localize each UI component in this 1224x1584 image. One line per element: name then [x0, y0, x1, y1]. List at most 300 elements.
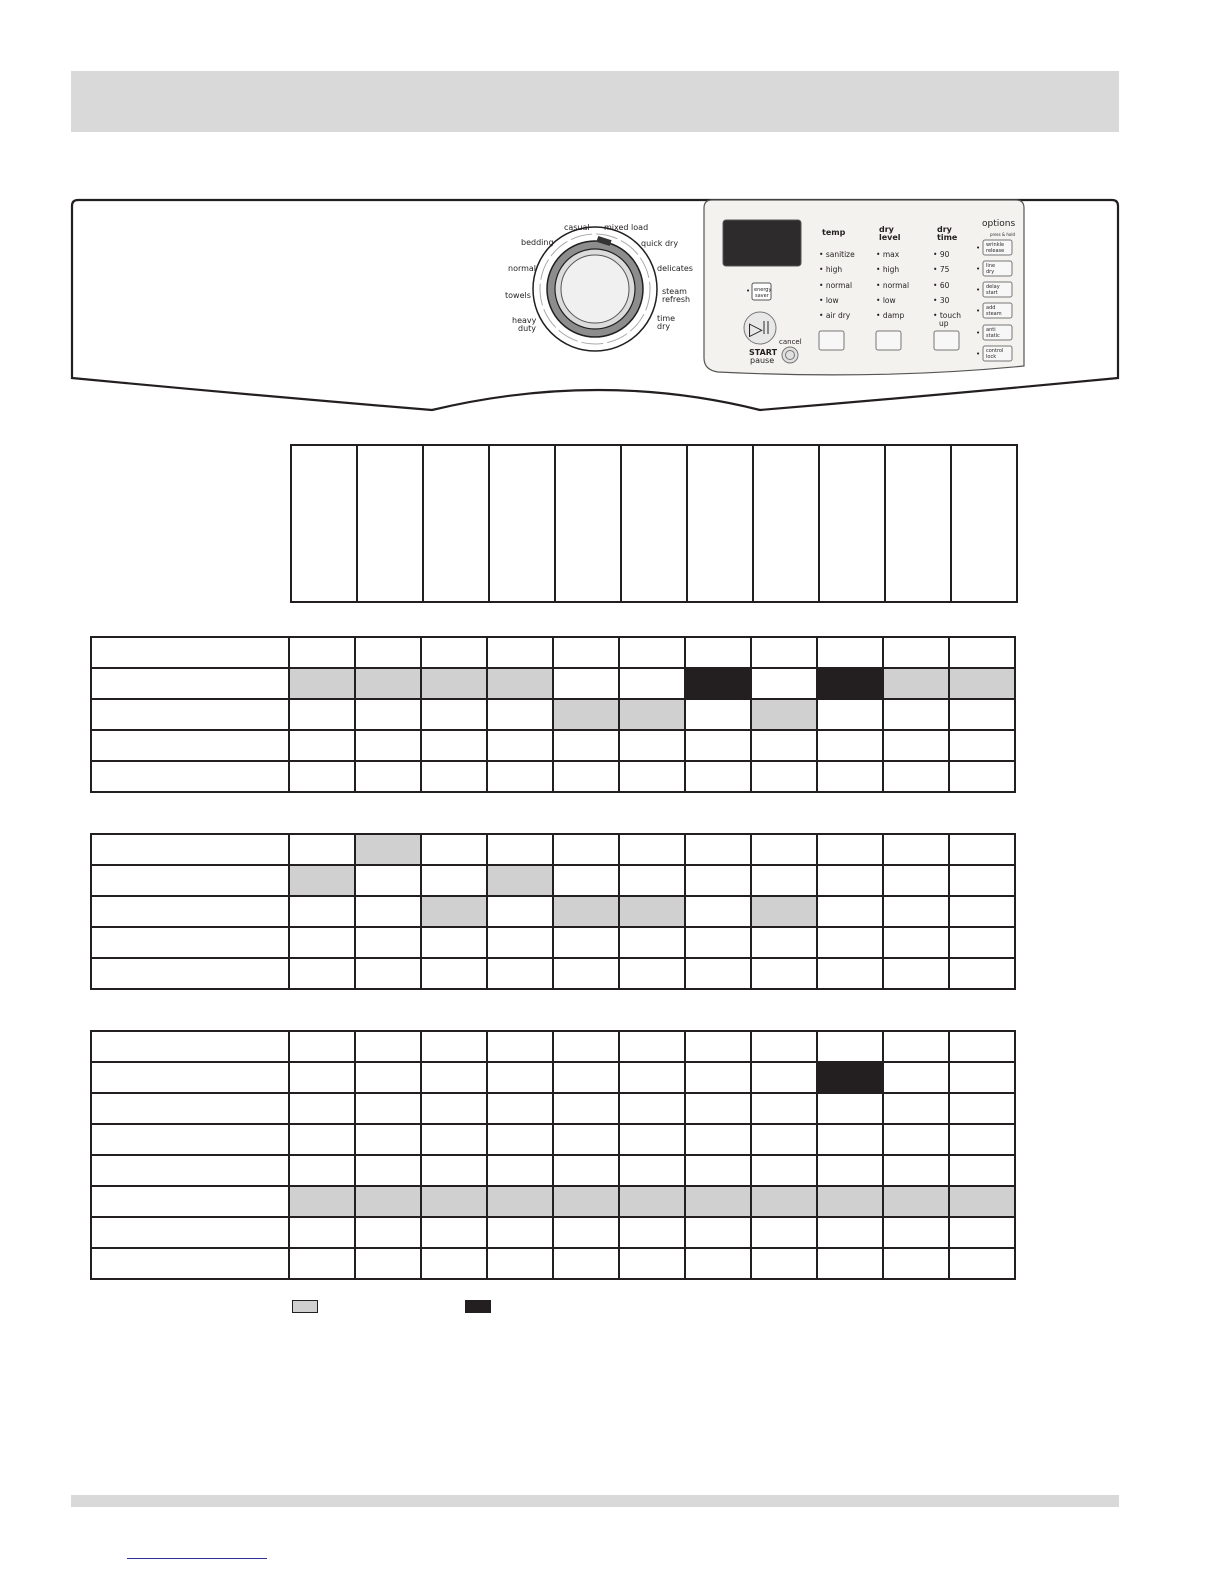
table-row — [91, 1217, 1015, 1248]
table-cell — [619, 761, 685, 792]
table-cell — [949, 699, 1015, 730]
table-cell — [949, 1155, 1015, 1186]
available-cell — [685, 1186, 751, 1217]
table-cell — [751, 637, 817, 668]
table-cell — [421, 1093, 487, 1124]
table-cell — [751, 1248, 817, 1279]
default-cell — [817, 668, 883, 699]
table-cell — [619, 1093, 685, 1124]
table-cell — [817, 865, 883, 896]
table-cell — [751, 1093, 817, 1124]
row-label — [91, 1093, 289, 1124]
table-cell — [553, 1248, 619, 1279]
cycle-delicates: delicates — [657, 264, 693, 273]
option-label: dry — [986, 269, 995, 275]
table-cell — [619, 958, 685, 989]
table-cell — [817, 730, 883, 761]
option-label: anti — [986, 327, 996, 333]
table-cell — [355, 1062, 421, 1093]
svg-text:•: • — [746, 287, 751, 295]
table-cell — [355, 1124, 421, 1155]
table-cell — [619, 1217, 685, 1248]
available-cell — [751, 699, 817, 730]
column-header — [357, 445, 423, 602]
available-cell — [421, 896, 487, 927]
table-cell — [355, 730, 421, 761]
table-cell — [949, 1062, 1015, 1093]
table-cell — [817, 699, 883, 730]
dryer-control-panel — [0, 0, 1224, 420]
table-cell — [553, 927, 619, 958]
cycle-column-headers — [290, 444, 1018, 603]
table-cell — [817, 958, 883, 989]
svg-text:•: • — [976, 286, 981, 294]
table-cell — [751, 834, 817, 865]
table-cell — [883, 834, 949, 865]
table-cell — [355, 958, 421, 989]
table-cell — [553, 1217, 619, 1248]
svg-text:•: • — [976, 329, 981, 337]
table-cell — [421, 1155, 487, 1186]
svg-text:up: up — [939, 319, 949, 328]
svg-text:• damp: • damp — [876, 311, 905, 320]
row-label — [91, 834, 289, 865]
table-cell — [685, 637, 751, 668]
table-cell — [883, 1248, 949, 1279]
table-cell — [619, 865, 685, 896]
dry-time-button[interactable] — [934, 331, 959, 350]
row-label — [91, 1031, 289, 1062]
table-cell — [883, 1155, 949, 1186]
table-cell — [421, 958, 487, 989]
table-cell — [883, 865, 949, 896]
table-cell — [751, 865, 817, 896]
table-cell — [421, 730, 487, 761]
svg-text:• normal: • normal — [819, 281, 853, 290]
table-cell — [553, 637, 619, 668]
table-cell — [685, 1248, 751, 1279]
table-cell — [487, 927, 553, 958]
table-cell — [487, 699, 553, 730]
column-header — [555, 445, 621, 602]
available-cell — [949, 668, 1015, 699]
option-label: add — [986, 305, 996, 311]
table-row — [91, 668, 1015, 699]
table-cell — [685, 834, 751, 865]
table-cell — [553, 668, 619, 699]
svg-text:• sanitize: • sanitize — [819, 250, 855, 259]
row-label — [91, 927, 289, 958]
option-label: release — [986, 248, 1005, 254]
column-header — [753, 445, 819, 602]
table-cell — [553, 958, 619, 989]
column-header — [489, 445, 555, 602]
table-cell — [619, 834, 685, 865]
table-row — [91, 896, 1015, 927]
table-cell — [751, 1062, 817, 1093]
table-row — [91, 730, 1015, 761]
table-cell — [553, 1093, 619, 1124]
table-cell — [949, 1093, 1015, 1124]
available-cell — [487, 668, 553, 699]
table-cell — [289, 1248, 355, 1279]
row-label — [91, 958, 289, 989]
table-cell — [355, 927, 421, 958]
table-cell — [751, 668, 817, 699]
table-cell — [685, 958, 751, 989]
available-cell — [751, 896, 817, 927]
svg-text:START: START — [749, 348, 778, 357]
svg-text:options: options — [982, 219, 1016, 229]
table-cell — [949, 1124, 1015, 1155]
row-label — [91, 1124, 289, 1155]
row-label — [91, 1155, 289, 1186]
available-cell — [949, 1186, 1015, 1217]
available-cell — [289, 1186, 355, 1217]
table-cell — [421, 699, 487, 730]
svg-text:• touch: • touch — [933, 311, 961, 320]
table-cell — [883, 1062, 949, 1093]
available-cell — [883, 1186, 949, 1217]
row-label — [91, 1186, 289, 1217]
table-cell — [883, 927, 949, 958]
table-cell — [949, 1248, 1015, 1279]
settings-grid-1 — [90, 636, 1016, 793]
cycle-towels: towels — [505, 291, 531, 300]
table-cell — [883, 896, 949, 927]
table-cell — [949, 927, 1015, 958]
row-label — [91, 761, 289, 792]
svg-text:• low: • low — [819, 296, 839, 305]
table-cell — [355, 699, 421, 730]
svg-text:level: level — [879, 233, 901, 242]
cycle-normal: normal — [508, 264, 537, 273]
available-cell — [553, 896, 619, 927]
svg-text:• max: • max — [876, 250, 900, 259]
table-cell — [817, 637, 883, 668]
table-cell — [883, 1093, 949, 1124]
svg-text:• high: • high — [876, 265, 900, 274]
row-label — [91, 865, 289, 896]
table-cell — [751, 1155, 817, 1186]
table-cell — [487, 1155, 553, 1186]
svg-text:saver: saver — [755, 293, 769, 299]
column-header — [687, 445, 753, 602]
default-cell — [817, 1062, 883, 1093]
default-cell — [685, 668, 751, 699]
table-cell — [487, 1031, 553, 1062]
table-cell — [289, 834, 355, 865]
table-cell — [487, 730, 553, 761]
svg-text:cancel: cancel — [779, 338, 802, 346]
table-row — [91, 834, 1015, 865]
cycle-heavy: heavy — [512, 316, 537, 325]
temp-button[interactable] — [819, 331, 844, 350]
table-cell — [751, 927, 817, 958]
available-cell — [619, 1186, 685, 1217]
table-cell — [751, 958, 817, 989]
svg-text:• normal: • normal — [876, 281, 910, 290]
table-row — [91, 1248, 1015, 1279]
table-cell — [949, 761, 1015, 792]
table-cell — [553, 761, 619, 792]
row-label — [91, 668, 289, 699]
table-cell — [619, 730, 685, 761]
table-cell — [685, 1217, 751, 1248]
table-cell — [817, 1155, 883, 1186]
available-cell — [619, 699, 685, 730]
svg-text:time: time — [937, 233, 958, 242]
table-cell — [553, 865, 619, 896]
table-cell — [751, 1124, 817, 1155]
svg-text:dry: dry — [879, 225, 894, 234]
table-cell — [487, 1062, 553, 1093]
table-cell — [685, 1031, 751, 1062]
table-row — [91, 927, 1015, 958]
table-row — [91, 699, 1015, 730]
table-cell — [817, 1031, 883, 1062]
table-cell — [487, 834, 553, 865]
column-header — [291, 445, 357, 602]
table-cell — [289, 761, 355, 792]
table-cell — [355, 1217, 421, 1248]
table-cell — [421, 927, 487, 958]
available-cell — [553, 1186, 619, 1217]
row-label — [91, 699, 289, 730]
table-cell — [289, 637, 355, 668]
cycle-quick-dry: quick dry — [641, 239, 679, 248]
table-cell — [421, 865, 487, 896]
table-cell — [949, 637, 1015, 668]
table-cell — [553, 1155, 619, 1186]
table-cell — [619, 927, 685, 958]
svg-text:temp: temp — [822, 228, 846, 237]
table-cell — [817, 1124, 883, 1155]
svg-text:• 60: • 60 — [933, 281, 950, 290]
available-cell — [355, 834, 421, 865]
table-cell — [685, 927, 751, 958]
table-cell — [619, 1062, 685, 1093]
table-cell — [487, 896, 553, 927]
table-cell — [289, 958, 355, 989]
row-label — [91, 1062, 289, 1093]
table-cell — [355, 1093, 421, 1124]
table-cell — [949, 730, 1015, 761]
table-row — [91, 1186, 1015, 1217]
table-row — [91, 761, 1015, 792]
cycle-dry: dry — [657, 322, 671, 331]
table-cell — [487, 1248, 553, 1279]
table-cell — [883, 1031, 949, 1062]
available-cell — [751, 1186, 817, 1217]
table-cell — [421, 834, 487, 865]
svg-text:•: • — [976, 307, 981, 315]
table-cell — [949, 896, 1015, 927]
table-cell — [487, 637, 553, 668]
table-cell — [421, 1031, 487, 1062]
table-cell — [289, 927, 355, 958]
table-row — [91, 637, 1015, 668]
table-cell — [421, 637, 487, 668]
table-cell — [553, 1031, 619, 1062]
cycle-mixed-load: mixed load — [604, 223, 649, 232]
table-cell — [685, 896, 751, 927]
table-row — [91, 1031, 1015, 1062]
table-cell — [949, 834, 1015, 865]
table-cell — [487, 1093, 553, 1124]
table-row — [91, 958, 1015, 989]
footer-bar — [71, 1495, 1119, 1507]
table-cell — [289, 1155, 355, 1186]
table-cell — [553, 730, 619, 761]
column-header — [885, 445, 951, 602]
available-cell — [355, 1186, 421, 1217]
table-cell — [487, 1217, 553, 1248]
table-cell — [949, 958, 1015, 989]
table-cell — [883, 1217, 949, 1248]
svg-text:▷: ▷ — [749, 319, 763, 340]
table-cell — [619, 668, 685, 699]
table-cell — [289, 730, 355, 761]
available-cell — [421, 668, 487, 699]
svg-text:•: • — [976, 350, 981, 358]
table-cell — [553, 1062, 619, 1093]
table-cell — [289, 896, 355, 927]
table-cell — [817, 1217, 883, 1248]
column-header — [951, 445, 1017, 602]
table-cell — [289, 1031, 355, 1062]
legend-black-swatch — [465, 1300, 491, 1313]
svg-text:• 30: • 30 — [933, 296, 950, 305]
svg-text:• high: • high — [819, 265, 843, 274]
table-cell — [817, 834, 883, 865]
table-cell — [421, 1248, 487, 1279]
table-cell — [487, 761, 553, 792]
table-cell — [949, 1031, 1015, 1062]
option-label: static — [986, 333, 1000, 339]
table-cell — [355, 896, 421, 927]
table-cell — [421, 1062, 487, 1093]
svg-text:• low: • low — [876, 296, 896, 305]
column-header — [819, 445, 885, 602]
svg-text:• 75: • 75 — [933, 265, 950, 274]
table-cell — [883, 730, 949, 761]
table-cell — [619, 1155, 685, 1186]
settings-grid-2 — [90, 833, 1016, 990]
table-cell — [355, 637, 421, 668]
table-cell — [619, 1124, 685, 1155]
table-cell — [685, 1124, 751, 1155]
cycle-refresh: refresh — [662, 295, 691, 304]
column-header — [423, 445, 489, 602]
table-cell — [289, 1093, 355, 1124]
table-cell — [883, 1124, 949, 1155]
legend-gray-swatch — [292, 1300, 318, 1313]
table-cell — [751, 761, 817, 792]
table-cell — [355, 1031, 421, 1062]
table-cell — [355, 761, 421, 792]
table-cell — [685, 865, 751, 896]
table-cell — [619, 1248, 685, 1279]
option-label: wrinkle — [986, 242, 1005, 248]
table-row — [91, 1124, 1015, 1155]
available-cell — [355, 668, 421, 699]
svg-text:• 90: • 90 — [933, 250, 950, 259]
svg-text:•: • — [976, 244, 981, 252]
table-cell — [289, 1217, 355, 1248]
table-cell — [817, 761, 883, 792]
cycle-duty: duty — [518, 324, 537, 333]
table-cell — [883, 637, 949, 668]
table-cell — [487, 1124, 553, 1155]
cycle-bedding: bedding — [521, 238, 554, 247]
table-cell — [619, 1031, 685, 1062]
option-label: control — [986, 348, 1004, 354]
svg-text:press & hold: press & hold — [990, 232, 1016, 237]
table-cell — [949, 1217, 1015, 1248]
table-cell — [751, 730, 817, 761]
table-cell — [685, 761, 751, 792]
table-cell — [355, 1155, 421, 1186]
table-cell — [817, 1248, 883, 1279]
svg-text:• air dry: • air dry — [819, 311, 851, 320]
table-cell — [421, 1124, 487, 1155]
available-cell — [289, 865, 355, 896]
table-cell — [289, 1062, 355, 1093]
row-label — [91, 730, 289, 761]
display-screen — [723, 220, 801, 266]
settings-grid-3 — [90, 1030, 1016, 1280]
table-row — [91, 865, 1015, 896]
table-cell — [883, 699, 949, 730]
available-cell — [487, 1186, 553, 1217]
table-cell — [751, 1217, 817, 1248]
svg-text:pause: pause — [750, 356, 775, 365]
available-cell — [619, 896, 685, 927]
svg-text:energy: energy — [754, 287, 772, 293]
table-cell — [883, 761, 949, 792]
cycle-steam: steam — [662, 287, 687, 296]
svg-text:•: • — [976, 265, 981, 273]
row-label — [91, 1248, 289, 1279]
available-cell — [487, 865, 553, 896]
column-header — [621, 445, 687, 602]
table-cell — [289, 699, 355, 730]
option-label: line — [986, 263, 996, 269]
option-label: delay — [986, 284, 1000, 290]
row-label — [91, 637, 289, 668]
table-cell — [553, 1124, 619, 1155]
table-cell — [421, 761, 487, 792]
row-label — [91, 1217, 289, 1248]
footer-link-underline — [127, 1558, 267, 1559]
available-cell — [553, 699, 619, 730]
table-cell — [355, 865, 421, 896]
table-cell — [685, 699, 751, 730]
table-cell — [619, 637, 685, 668]
table-cell — [685, 1155, 751, 1186]
row-label — [91, 896, 289, 927]
table-cell — [685, 1062, 751, 1093]
table-cell — [685, 730, 751, 761]
table-cell — [553, 834, 619, 865]
svg-text:dry: dry — [937, 225, 952, 234]
cycle-time: time — [657, 314, 676, 323]
option-label: start — [986, 290, 998, 296]
cycle-casual: casual — [564, 223, 590, 232]
start-pause-button[interactable] — [744, 312, 778, 365]
dry-level-button[interactable] — [876, 331, 901, 350]
